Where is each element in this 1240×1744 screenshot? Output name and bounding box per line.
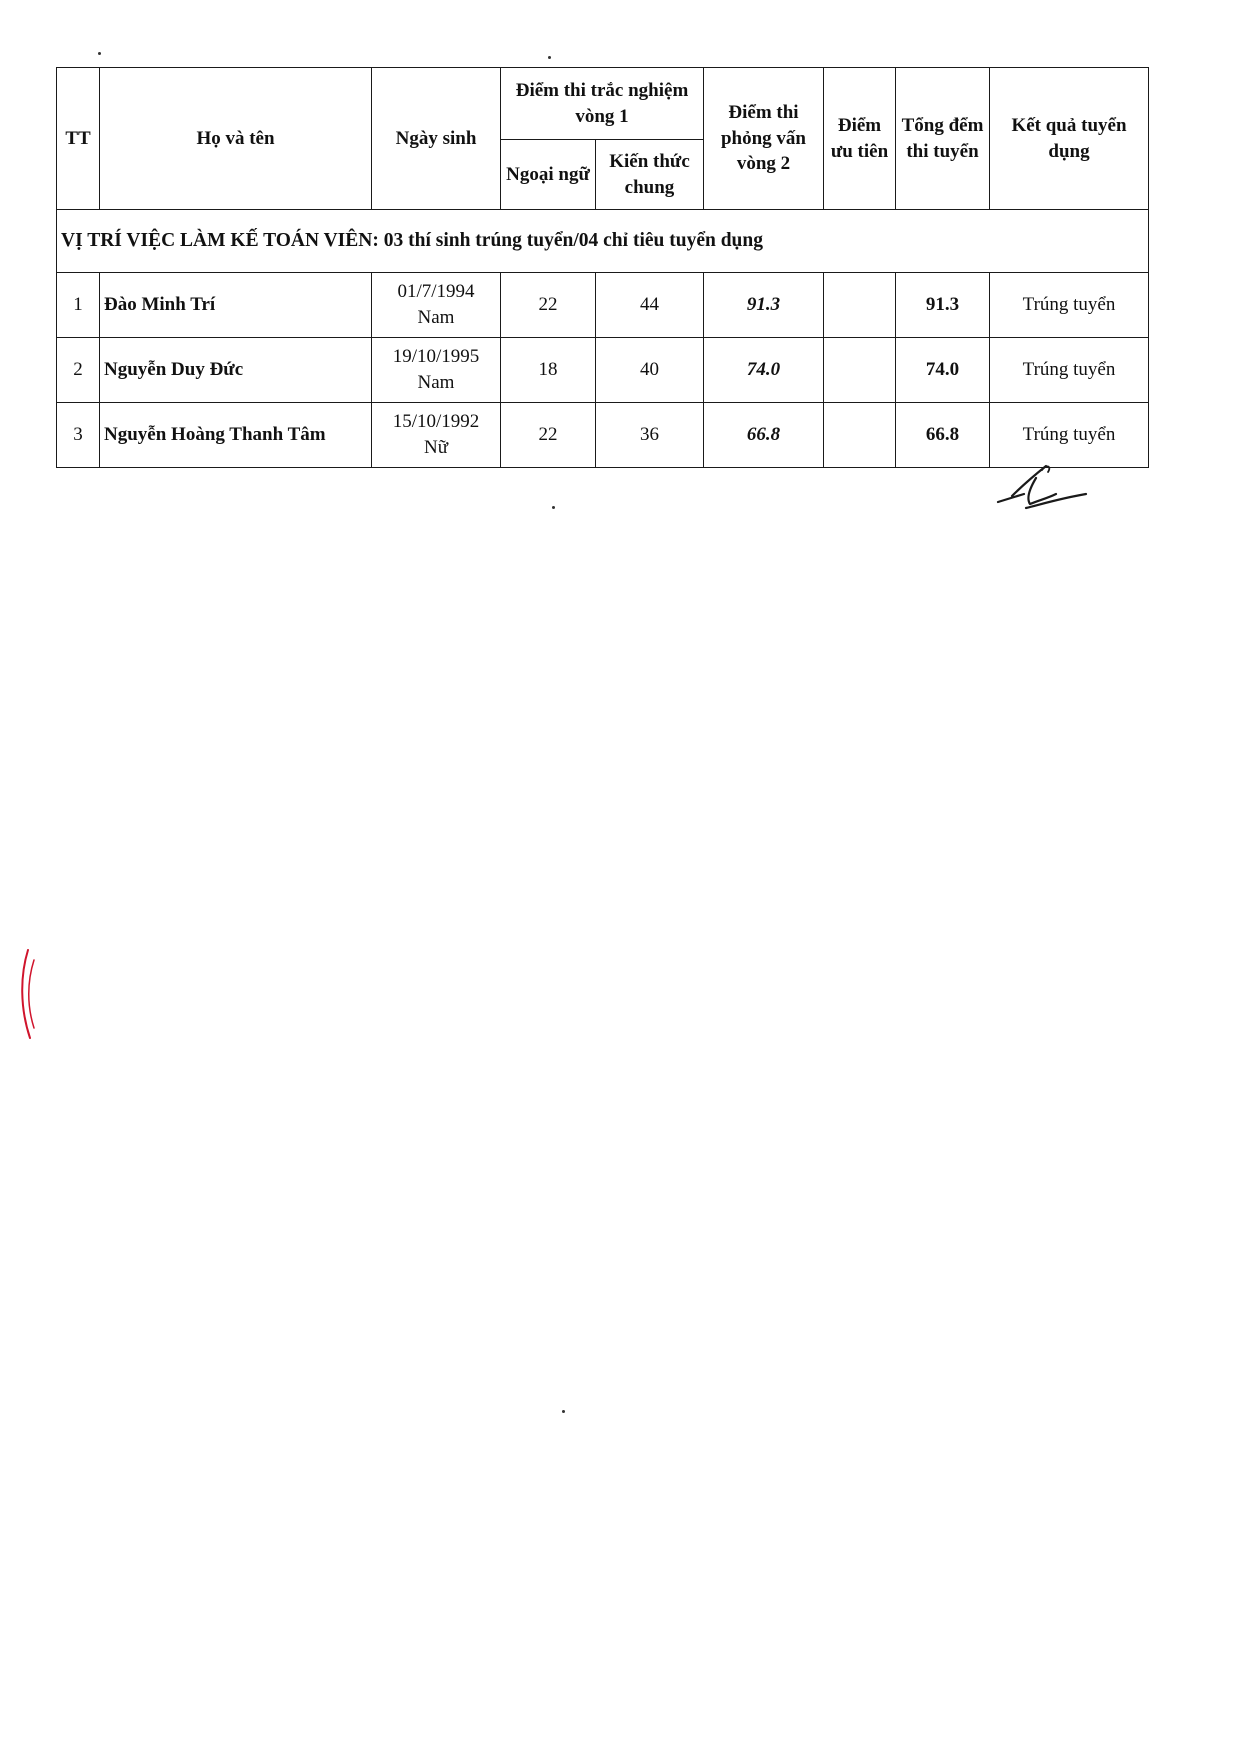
row-total: 74.0 [896, 338, 990, 403]
header-total: Tổng đểm thi tuyển [896, 68, 990, 210]
section-title: VỊ TRÍ VIỆC LÀM KẾ TOÁN VIÊN: 03 thí sinh trúng tuyển/04 chỉ tiêu tuyển dụng [57, 210, 1149, 273]
row-general: 44 [596, 273, 704, 338]
header-round1: Điểm thi trắc nghiệm vòng 1 [501, 68, 704, 140]
row-priority [824, 338, 896, 403]
red-stamp-fragment [18, 948, 42, 1040]
table-row [57, 273, 1149, 338]
row-tt: 1 [57, 273, 100, 338]
header-round1-foreign: Ngoại ngữ [501, 140, 596, 210]
row-priority [824, 403, 896, 468]
row-name: Nguyễn Duy Đức [100, 338, 372, 403]
scan-speck [552, 506, 555, 509]
row-dob: 15/10/1992 [392, 411, 480, 433]
row-general: 36 [596, 403, 704, 468]
row-name: Nguyễn Hoàng Thanh Tâm [100, 403, 372, 468]
row-result: Trúng tuyển [990, 403, 1149, 468]
row-interview: 66.8 [704, 403, 824, 468]
row-tt: 3 [57, 403, 100, 468]
row-general: 40 [596, 338, 704, 403]
table-row [57, 403, 1149, 468]
row-priority [824, 273, 896, 338]
row-dob-cell [372, 338, 501, 403]
header-round2: Điểm thi phỏng vấn vòng 2 [704, 68, 824, 210]
scan-speck [98, 52, 101, 55]
header-dob: Ngày sinh [372, 68, 501, 210]
header-result: Kết quả tuyển dụng [990, 68, 1149, 210]
row-foreign: 18 [501, 338, 596, 403]
row-gender: Nam [417, 307, 455, 328]
header-priority: Điểm ưu tiên [824, 68, 896, 210]
scan-speck [562, 1410, 565, 1413]
header-tt: TT [57, 68, 100, 210]
row-result: Trúng tuyển [990, 273, 1149, 338]
row-gender: Nam [417, 372, 455, 393]
header-name: Họ và tên [100, 68, 372, 210]
row-total: 66.8 [896, 403, 990, 468]
row-total: 91.3 [896, 273, 990, 338]
row-result: Trúng tuyển [990, 338, 1149, 403]
row-dob-cell [372, 403, 501, 468]
row-foreign: 22 [501, 403, 596, 468]
results-table [56, 67, 1149, 468]
row-dob: 19/10/1995 [392, 346, 480, 368]
row-name: Đào Minh Trí [100, 273, 372, 338]
row-gender: Nữ [423, 437, 449, 458]
table-row [57, 338, 1149, 403]
row-dob-cell [372, 273, 501, 338]
row-tt: 2 [57, 338, 100, 403]
signature-mark [996, 464, 1088, 514]
row-dob: 01/7/1994 [397, 281, 475, 303]
row-interview: 91.3 [704, 273, 824, 338]
row-interview: 74.0 [704, 338, 824, 403]
row-foreign: 22 [501, 273, 596, 338]
scan-speck [548, 56, 551, 59]
header-round1-general: Kiến thức chung [596, 140, 704, 210]
